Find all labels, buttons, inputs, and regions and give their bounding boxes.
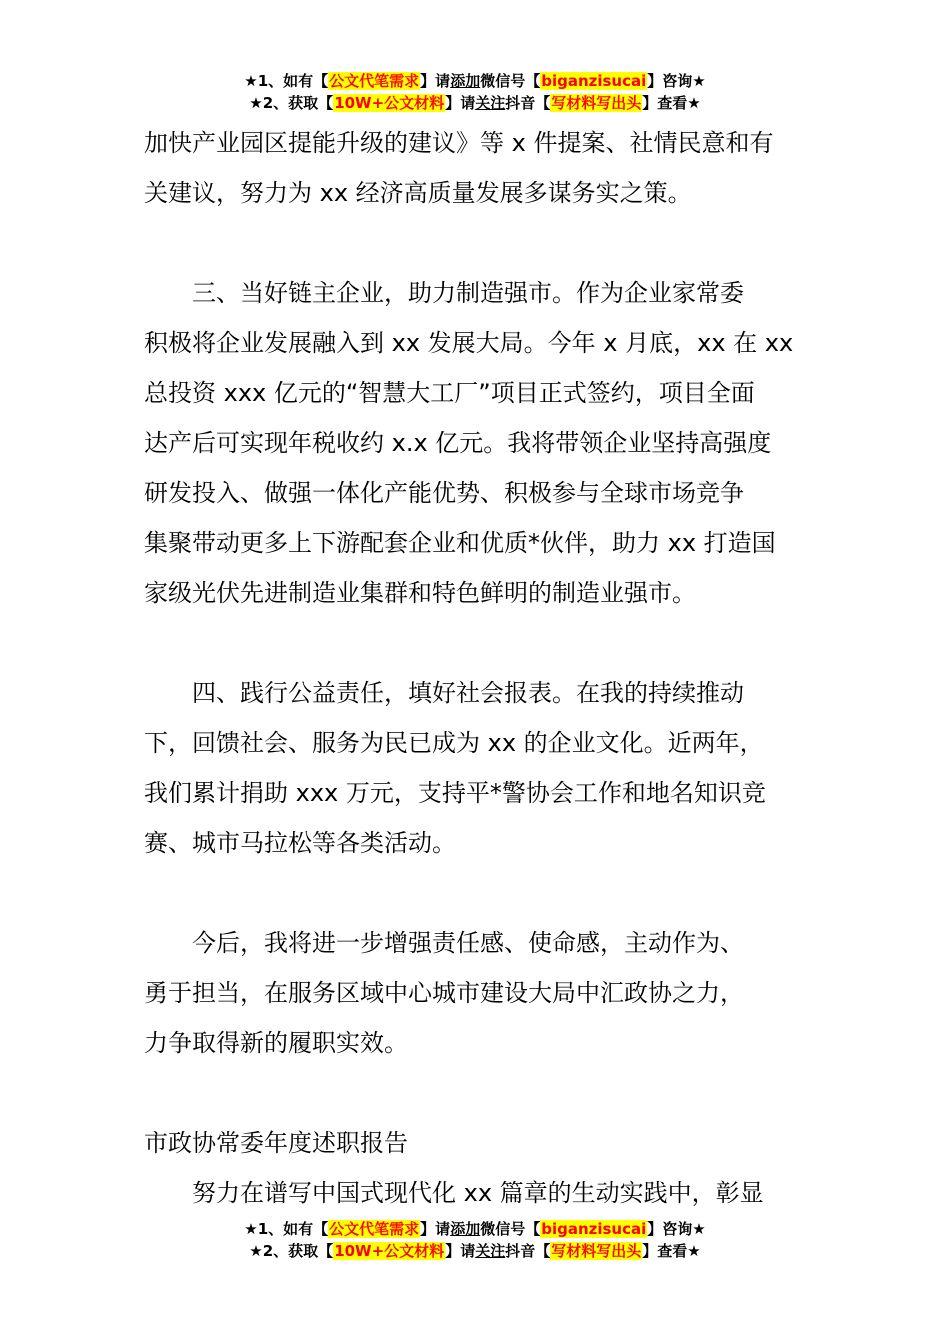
banner-text: 抖音【 xyxy=(505,1242,551,1260)
text-line: 四、践行公益责任，填好社会报表。在我的持续推动 xyxy=(144,679,744,707)
banner-text: 】咨询★ xyxy=(647,1220,706,1238)
text-line: 加快产业园区提能升级的建议》等 x 件提案、社情民意和有 xyxy=(144,129,774,157)
banner-text: 】查看★ xyxy=(642,94,701,112)
text-line: 三、当好链主企业，助力制造强市。作为企业家常委 xyxy=(144,279,744,307)
banner-text: 】咨询★ xyxy=(647,72,706,90)
underline-text: 关注 xyxy=(475,1242,506,1260)
paragraph-gap xyxy=(144,1068,814,1118)
highlight-douyin: 写材料写出头 xyxy=(551,94,642,112)
banner-text: ★2、获取【 xyxy=(249,1242,334,1260)
banner-text: 微信号【 xyxy=(480,72,541,90)
document-body xyxy=(144,118,814,1218)
text-line: 总投资 xxx 亿元的“智慧大工厂”项目正式签约，项目全面 xyxy=(144,379,755,407)
text-line: 赛、城市马拉松等各类活动。 xyxy=(144,829,456,857)
report-title: 市政协常委年度述职报告 xyxy=(144,1129,408,1157)
highlight-materials: 10W+公文材料 xyxy=(334,94,445,112)
text-line: 家级光伏先进制造业集群和特色鲜明的制造业强市。 xyxy=(144,579,696,607)
banner-line-2 xyxy=(0,1240,950,1262)
paragraph-gap xyxy=(144,218,814,268)
text-line: 勇于担当，在服务区域中心城市建设大局中汇政协之力， xyxy=(144,979,744,1007)
footer-banner xyxy=(0,1218,950,1262)
text-line: 我们累计捐助 xxx 万元，支持平*警协会工作和地名知识竞 xyxy=(144,779,766,807)
paragraph-gap xyxy=(144,618,814,668)
highlight-service: 公文代笔需求 xyxy=(329,1220,420,1238)
banner-text: ★2、获取【 xyxy=(249,94,334,112)
highlight-wechat-id: biganzisucai xyxy=(541,1220,647,1238)
underline-text: 添加 xyxy=(450,1220,481,1238)
highlight-wechat-id: biganzisucai xyxy=(541,72,647,90)
highlight-service: 公文代笔需求 xyxy=(329,72,420,90)
text-line: 积极将企业发展融入到 xx 发展大局。今年 x 月底，xx 在 xx xyxy=(144,329,794,357)
banner-text: ★1、如有【 xyxy=(244,72,329,90)
banner-line-1 xyxy=(0,1218,950,1240)
text-line: 下，回馈社会、服务为民已成为 xx 的企业文化。近两年， xyxy=(144,729,764,757)
text-line: 达产后可实现年税收约 x.x 亿元。我将带领企业坚持高强度 xyxy=(144,429,772,457)
text-line: 今后，我将进一步增强责任感、使命感，主动作为、 xyxy=(144,929,744,957)
text-line: 努力在谱写中国式现代化 xx 篇章的生动实践中，彰显 xyxy=(144,1179,764,1207)
highlight-douyin: 写材料写出头 xyxy=(551,1242,642,1260)
text-line: 研发投入、做强一体化产能优势、积极参与全球市场竞争 xyxy=(144,479,744,507)
banner-text: 】请 xyxy=(445,94,476,112)
paragraph-gap xyxy=(144,868,814,918)
banner-text: 】请 xyxy=(420,72,451,90)
text-line: 集聚带动更多上下游配套企业和优质*伙伴，助力 xx 打造国 xyxy=(144,529,776,557)
underline-text: 添加 xyxy=(450,72,481,90)
header-banner xyxy=(0,70,950,114)
banner-text: 】请 xyxy=(420,1220,451,1238)
text-line: 力争取得新的履职实效。 xyxy=(144,1029,408,1057)
banner-text: 微信号【 xyxy=(480,1220,541,1238)
banner-text: 抖音【 xyxy=(505,94,551,112)
highlight-materials: 10W+公文材料 xyxy=(334,1242,445,1260)
banner-line-2 xyxy=(0,92,950,114)
banner-text: 】查看★ xyxy=(642,1242,701,1260)
banner-text: ★1、如有【 xyxy=(244,1220,329,1238)
underline-text: 关注 xyxy=(475,94,506,112)
banner-text: 】请 xyxy=(445,1242,476,1260)
text-line: 关建议，努力为 xx 经济高质量发展多谋务实之策。 xyxy=(144,179,692,207)
banner-line-1 xyxy=(0,70,950,92)
